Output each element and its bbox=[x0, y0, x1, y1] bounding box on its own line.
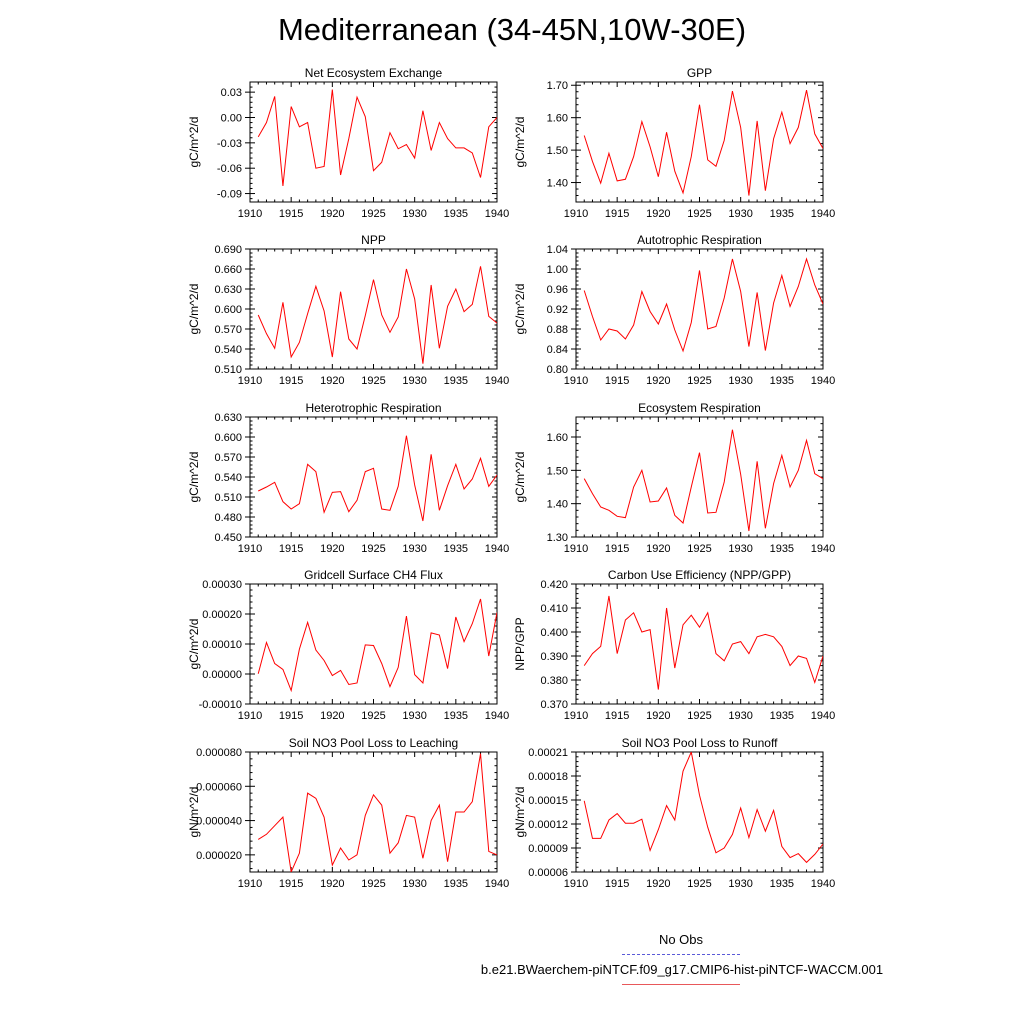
x-tick-label: 1915 bbox=[604, 543, 630, 555]
panel-title: GPP bbox=[686, 66, 713, 80]
y-axis-label: gC/m^2/d bbox=[187, 451, 201, 503]
panel-2 bbox=[513, 66, 835, 220]
y-tick-label: 1.60 bbox=[546, 432, 568, 444]
y-tick-label: 0.480 bbox=[214, 512, 242, 524]
y-tick-label: 0.000020 bbox=[196, 849, 242, 862]
x-tick-label: 1920 bbox=[320, 710, 345, 722]
y-tick-label: 1.40 bbox=[546, 498, 568, 511]
y-tick-label: 0.400 bbox=[540, 627, 568, 639]
x-tick-label: 1935 bbox=[443, 208, 469, 220]
x-tick-label: 1915 bbox=[278, 543, 304, 555]
y-tick-label: 1.00 bbox=[546, 264, 568, 276]
panel-title: Soil NO3 Pool Loss to Runoff bbox=[621, 736, 778, 750]
figure-title: Mediterranean (34-45N,10W-30E) bbox=[277, 12, 747, 47]
x-tick-label: 1925 bbox=[687, 878, 712, 890]
y-tick-label: 0.00010 bbox=[202, 639, 242, 651]
panel-frame bbox=[250, 584, 497, 704]
y-tick-label: 0.630 bbox=[214, 284, 242, 296]
y-tick-label: 1.40 bbox=[546, 177, 568, 190]
y-axis-label: gC/m^2/d bbox=[513, 116, 527, 168]
y-tick-label: 0.000080 bbox=[196, 747, 242, 759]
x-tick-label: 1940 bbox=[484, 543, 510, 555]
y-tick-label: 0.96 bbox=[546, 284, 568, 296]
panel-6 bbox=[513, 401, 835, 555]
x-tick-label: 1915 bbox=[278, 375, 304, 387]
x-tick-label: 1930 bbox=[728, 543, 753, 555]
y-tick-label: 0.600 bbox=[214, 432, 242, 444]
x-tick-label: 1930 bbox=[728, 878, 753, 890]
panel-9 bbox=[187, 736, 509, 890]
x-tick-label: 1935 bbox=[769, 375, 795, 387]
x-tick-label: 1925 bbox=[361, 878, 386, 890]
x-tick-label: 1930 bbox=[402, 878, 427, 890]
y-tick-label: 0.00018 bbox=[528, 771, 568, 783]
y-tick-label: 0.570 bbox=[214, 452, 242, 464]
x-tick-label: 1940 bbox=[484, 878, 510, 890]
panel-frame bbox=[576, 249, 823, 369]
y-axis-label: gC/m^2/d bbox=[187, 116, 201, 168]
y-tick-label: 0.450 bbox=[214, 532, 242, 544]
x-tick-label: 1920 bbox=[320, 208, 345, 220]
x-tick-label: 1910 bbox=[237, 710, 263, 722]
x-tick-label: 1925 bbox=[361, 543, 386, 555]
x-tick-label: 1935 bbox=[443, 710, 469, 722]
x-tick-label: 1930 bbox=[728, 710, 753, 722]
x-tick-label: 1930 bbox=[402, 710, 427, 722]
x-tick-label: 1910 bbox=[237, 208, 263, 220]
panel-title: Soil NO3 Pool Loss to Leaching bbox=[288, 736, 459, 750]
x-tick-label: 1920 bbox=[646, 208, 671, 220]
panel-frame bbox=[576, 584, 823, 704]
x-tick-label: 1910 bbox=[563, 208, 589, 220]
series-line bbox=[584, 259, 823, 351]
y-tick-label: 0.80 bbox=[546, 364, 568, 376]
y-axis-label: gC/m^2/d bbox=[187, 283, 201, 335]
y-tick-label: 0.540 bbox=[214, 344, 242, 356]
panel-3 bbox=[187, 233, 509, 387]
x-tick-label: 1910 bbox=[563, 710, 589, 722]
x-tick-label: 1930 bbox=[402, 543, 427, 555]
x-tick-label: 1935 bbox=[769, 878, 795, 890]
series-line bbox=[584, 752, 823, 862]
x-tick-label: 1920 bbox=[320, 543, 345, 555]
panel-frame bbox=[576, 82, 823, 202]
panel-frame bbox=[576, 417, 823, 537]
x-tick-label: 1920 bbox=[320, 375, 345, 387]
x-tick-label: 1915 bbox=[278, 208, 304, 220]
x-tick-label: 1930 bbox=[402, 375, 427, 387]
y-tick-label: 0.000040 bbox=[196, 815, 242, 828]
legend-case-label: b.e21.BWaerchem-piNTCF.f09_g17.CMIP6-hist-piNTCF-WACCM.001 bbox=[480, 962, 884, 977]
x-tick-label: 1940 bbox=[810, 208, 836, 220]
series-line bbox=[584, 430, 823, 531]
y-tick-label: 0.390 bbox=[540, 651, 568, 663]
y-tick-label: 0.380 bbox=[540, 675, 568, 687]
y-tick-label: 1.04 bbox=[546, 244, 568, 256]
legend-obs-label: No Obs bbox=[658, 932, 704, 947]
x-tick-label: 1935 bbox=[769, 208, 795, 220]
x-tick-label: 1940 bbox=[484, 208, 510, 220]
y-tick-label: -0.06 bbox=[216, 163, 242, 176]
panel-4 bbox=[513, 233, 835, 387]
panel-7 bbox=[187, 568, 509, 722]
x-tick-label: 1925 bbox=[687, 208, 712, 220]
y-tick-label: 0.540 bbox=[214, 472, 242, 484]
x-tick-label: 1915 bbox=[604, 375, 630, 387]
series-line bbox=[258, 599, 497, 691]
y-tick-label: 0.00020 bbox=[202, 609, 242, 621]
x-tick-label: 1925 bbox=[687, 375, 712, 387]
x-tick-label: 1920 bbox=[646, 375, 671, 387]
x-tick-label: 1935 bbox=[769, 710, 795, 722]
y-tick-label: 1.60 bbox=[546, 112, 568, 125]
y-axis-label: gN/m^2/d bbox=[513, 786, 527, 838]
y-tick-label: 0.00030 bbox=[202, 579, 242, 591]
series-line bbox=[258, 436, 497, 521]
panel-5 bbox=[187, 401, 509, 555]
y-tick-label: 0.00012 bbox=[528, 819, 568, 831]
series-line bbox=[584, 596, 823, 690]
x-tick-label: 1915 bbox=[604, 710, 630, 722]
x-tick-label: 1915 bbox=[604, 208, 630, 220]
x-tick-label: 1930 bbox=[728, 375, 753, 387]
y-tick-label: 0.88 bbox=[546, 324, 568, 336]
x-tick-label: 1920 bbox=[646, 878, 671, 890]
y-axis-label: gC/m^2/d bbox=[187, 618, 201, 670]
y-tick-label: -0.03 bbox=[216, 137, 242, 150]
panel-title: Gridcell Surface CH4 Flux bbox=[304, 568, 443, 582]
x-tick-label: 1925 bbox=[361, 710, 386, 722]
x-tick-label: 1940 bbox=[810, 375, 836, 387]
y-axis-label: NPP/GPP bbox=[513, 617, 527, 671]
legend-case-swatch bbox=[622, 984, 740, 985]
y-axis-label: gN/m^2/d bbox=[187, 786, 201, 838]
x-tick-label: 1910 bbox=[237, 878, 263, 890]
series-line bbox=[258, 90, 497, 186]
x-tick-label: 1925 bbox=[687, 710, 712, 722]
y-tick-label: 0.92 bbox=[546, 304, 568, 316]
panel-title: NPP bbox=[361, 233, 386, 247]
panel-title: Net Ecosystem Exchange bbox=[304, 66, 443, 80]
y-tick-label: 0.600 bbox=[214, 304, 242, 316]
panel-title: Ecosystem Respiration bbox=[638, 401, 761, 415]
x-tick-label: 1930 bbox=[402, 208, 427, 220]
panel-frame bbox=[576, 752, 823, 872]
x-tick-label: 1915 bbox=[278, 710, 304, 722]
panel-title: Autotrophic Respiration bbox=[637, 233, 762, 247]
y-tick-label: 0.510 bbox=[214, 492, 242, 504]
y-axis-label: gC/m^2/d bbox=[513, 283, 527, 335]
y-tick-label: 1.50 bbox=[546, 145, 568, 158]
y-tick-label: 0.00015 bbox=[528, 795, 568, 807]
x-tick-label: 1935 bbox=[443, 375, 469, 387]
y-tick-label: 0.410 bbox=[540, 603, 568, 615]
y-tick-label: 0.84 bbox=[546, 344, 568, 356]
y-tick-label: 0.570 bbox=[214, 324, 242, 336]
y-tick-label: 0.00 bbox=[220, 112, 242, 125]
y-tick-label: -0.00010 bbox=[198, 699, 242, 711]
series-line bbox=[584, 90, 823, 195]
x-tick-label: 1930 bbox=[728, 208, 753, 220]
x-tick-label: 1935 bbox=[769, 543, 795, 555]
series-line bbox=[258, 754, 497, 872]
y-tick-label: 1.70 bbox=[546, 80, 568, 93]
y-tick-label: 0.00006 bbox=[528, 867, 568, 879]
x-tick-label: 1925 bbox=[361, 375, 386, 387]
x-tick-label: 1925 bbox=[361, 208, 386, 220]
panel-frame bbox=[250, 249, 497, 369]
series-line bbox=[258, 266, 497, 363]
x-tick-label: 1940 bbox=[484, 710, 510, 722]
x-tick-label: 1910 bbox=[237, 543, 263, 555]
x-tick-label: 1920 bbox=[646, 543, 671, 555]
x-tick-label: 1925 bbox=[687, 543, 712, 555]
x-tick-label: 1940 bbox=[810, 710, 836, 722]
panel-title: Carbon Use Efficiency (NPP/GPP) bbox=[607, 568, 792, 582]
legend-obs-swatch bbox=[622, 954, 740, 955]
panel-title: Heterotrophic Respiration bbox=[305, 401, 442, 415]
x-tick-label: 1910 bbox=[563, 543, 589, 555]
y-tick-label: 0.630 bbox=[214, 412, 242, 424]
x-tick-label: 1910 bbox=[563, 375, 589, 387]
y-tick-label: 0.660 bbox=[214, 264, 242, 276]
y-tick-label: 0.000060 bbox=[196, 781, 242, 794]
panel-1 bbox=[187, 66, 509, 220]
y-axis-label: gC/m^2/d bbox=[513, 451, 527, 503]
y-tick-label: -0.09 bbox=[216, 188, 242, 201]
y-tick-label: 1.30 bbox=[546, 532, 568, 544]
y-tick-label: 0.510 bbox=[214, 364, 242, 376]
x-tick-label: 1915 bbox=[278, 878, 304, 890]
y-tick-label: 0.370 bbox=[540, 699, 568, 711]
y-tick-label: 0.00009 bbox=[528, 843, 568, 855]
y-tick-label: 0.420 bbox=[540, 579, 568, 591]
x-tick-label: 1935 bbox=[443, 878, 469, 890]
panel-10 bbox=[513, 736, 835, 890]
y-tick-label: 0.690 bbox=[214, 244, 242, 256]
y-tick-label: 0.00021 bbox=[528, 747, 568, 759]
x-tick-label: 1940 bbox=[484, 375, 510, 387]
x-tick-label: 1940 bbox=[810, 878, 836, 890]
x-tick-label: 1935 bbox=[443, 543, 469, 555]
x-tick-label: 1920 bbox=[646, 710, 671, 722]
x-tick-label: 1915 bbox=[604, 878, 630, 890]
x-tick-label: 1910 bbox=[237, 375, 263, 387]
y-tick-label: 0.00000 bbox=[202, 669, 242, 681]
y-tick-label: 1.50 bbox=[546, 465, 568, 478]
y-tick-label: 0.03 bbox=[220, 87, 242, 100]
panel-8 bbox=[513, 568, 835, 722]
x-tick-label: 1920 bbox=[320, 878, 345, 890]
x-tick-label: 1910 bbox=[563, 878, 589, 890]
x-tick-label: 1940 bbox=[810, 543, 836, 555]
